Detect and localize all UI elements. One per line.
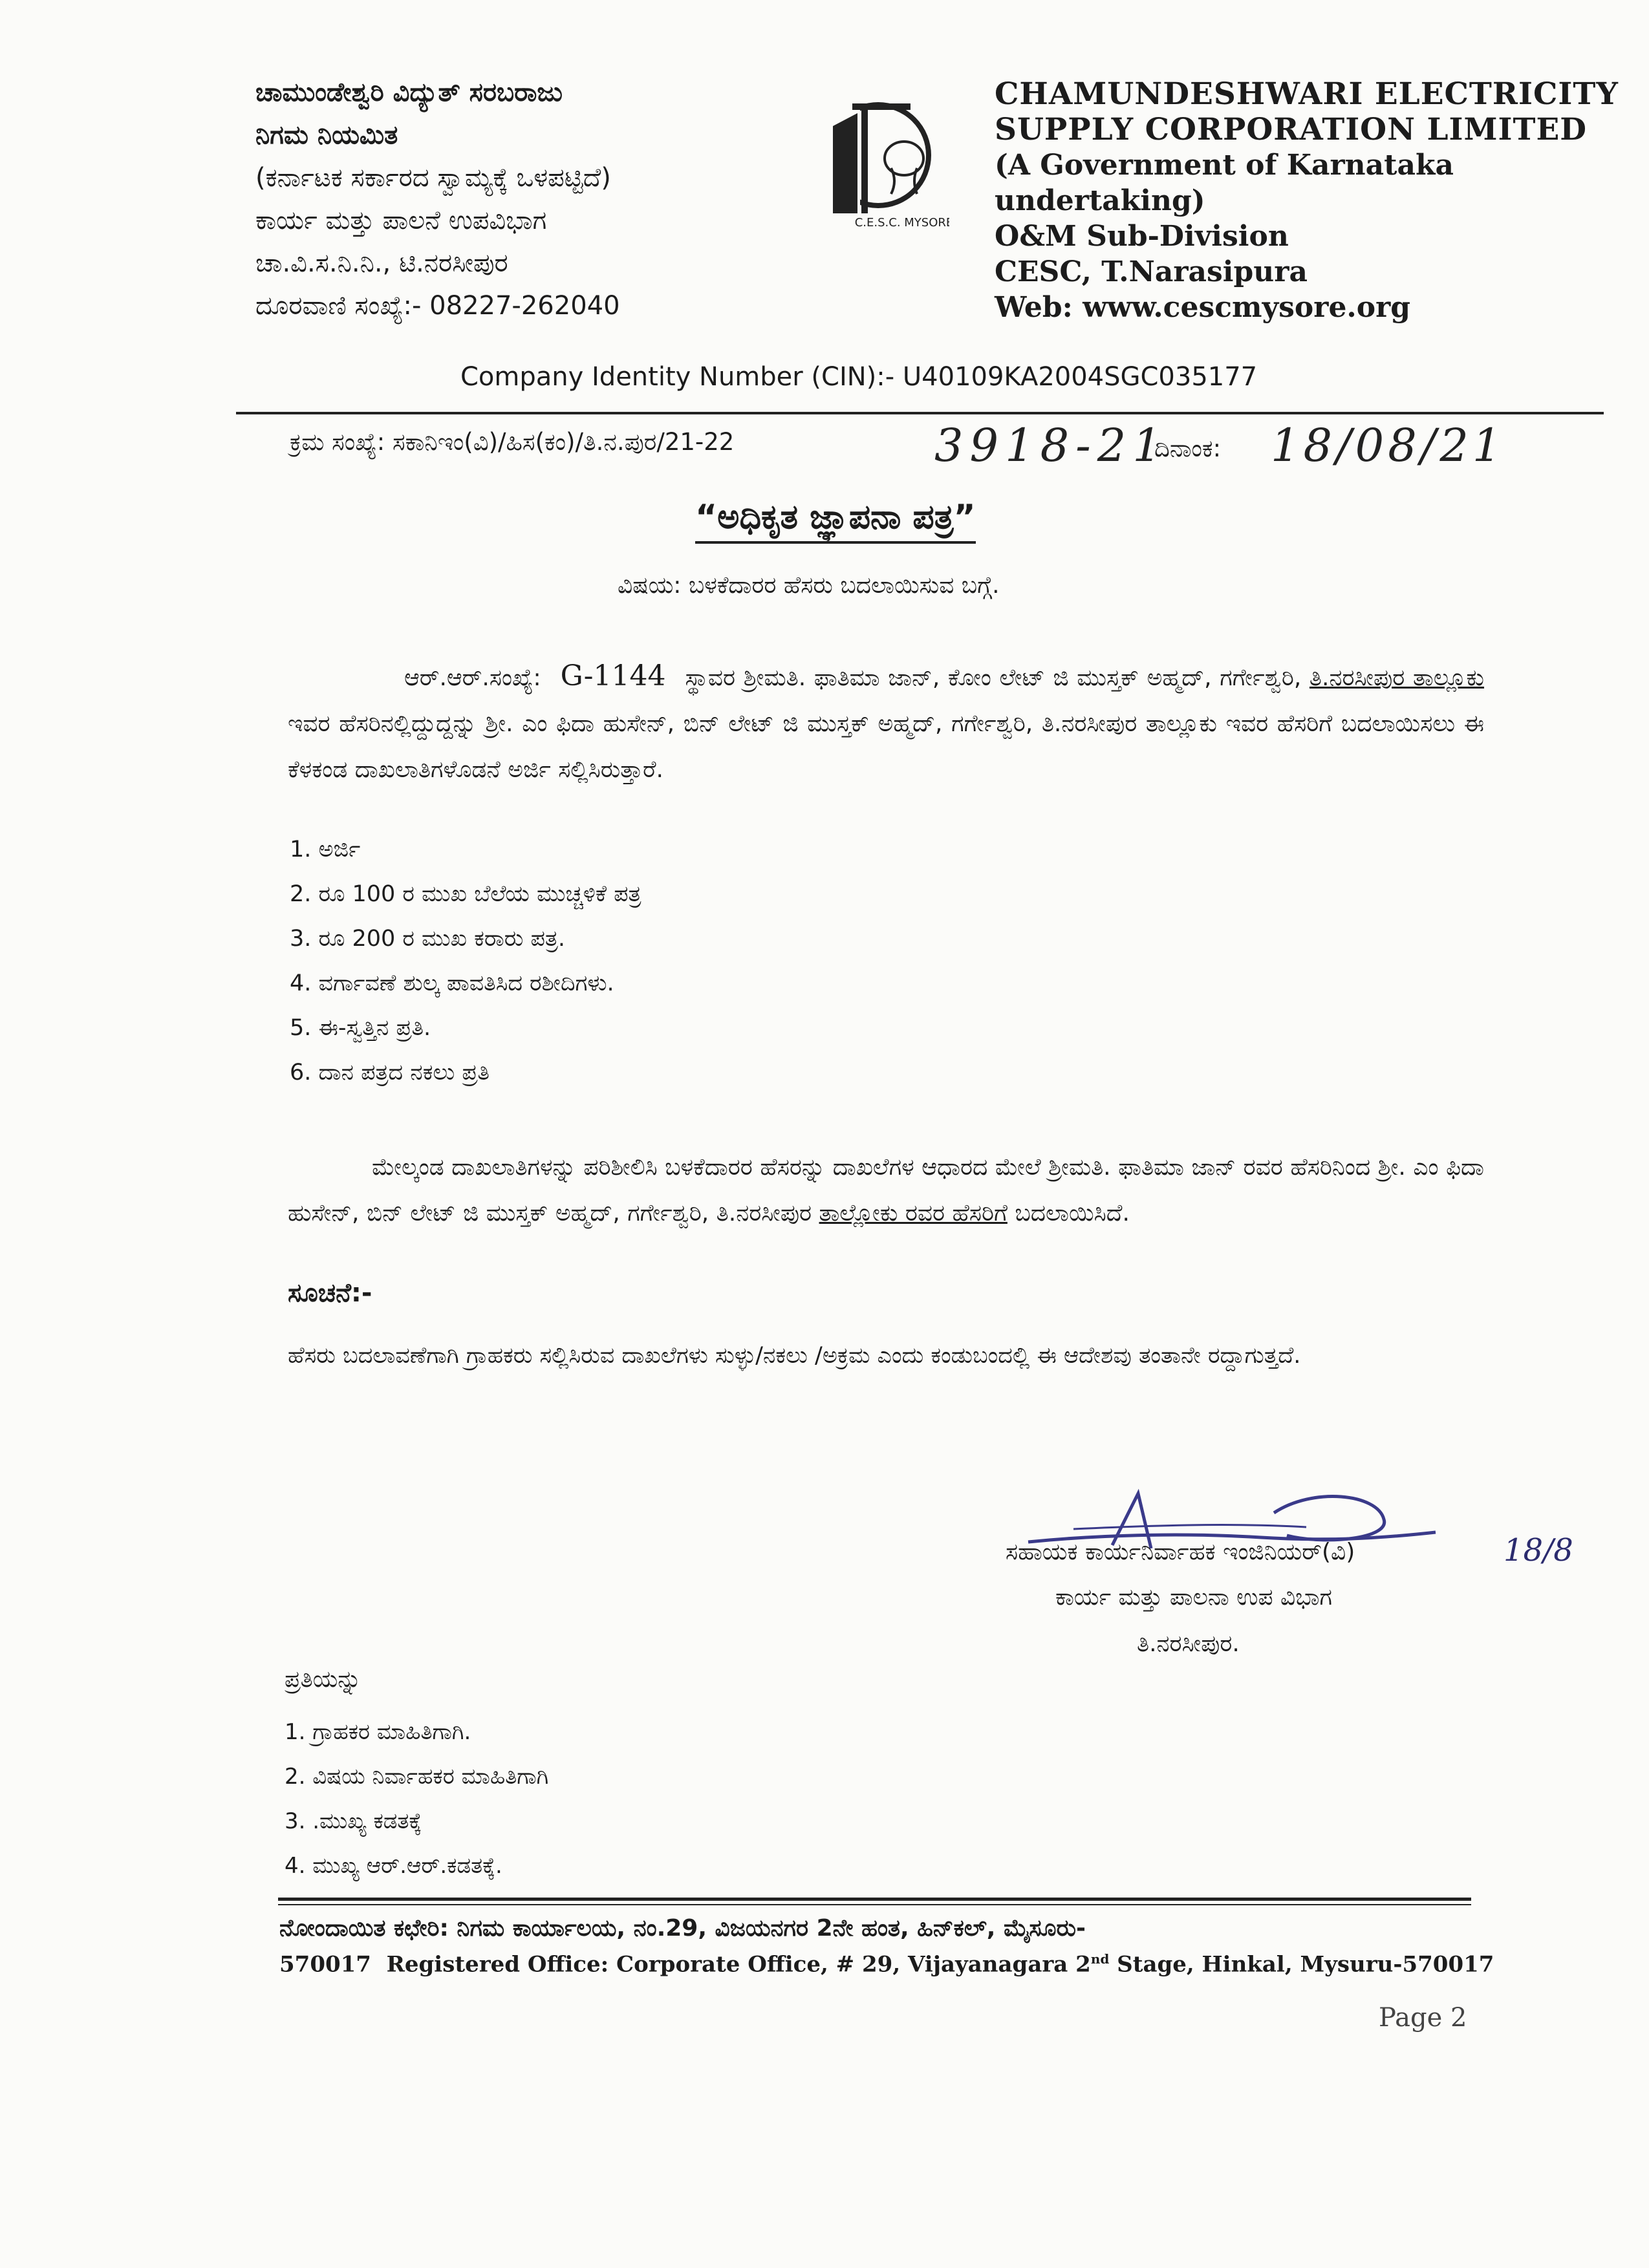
note-text: ಹೆಸರು ಬದಲಾವಣೆಗಾಗಿ ಗ್ರಾಹಕರು ಸಲ್ಲಿಸಿರುವ ದಾಖಲೆಗಳು ಸುಳ್ಳು/ನಕಲು /ಅಕ್ರಮ ಎಂದು ಕಂಡುಬಂದಲ್ಲಿ ಈ ಆದೇಶವು ತಂತಾನೇ ರದ್ದಾಗುತ್ತದೆ. bbox=[288, 1343, 1301, 1369]
para1-text-b: ಇವರ ಹೆಸರಿನಲ್ಲಿದ್ದುದ್ದನ್ನು ಶ್ರೀ. ಎಂ ಫಿದಾ ಹುಸೇನ್, ಬಿನ್ ಲೇಟ್ ಜಿ ಮುಸ್ತಕ್ ಅಹ್ಮದ್, ಗರ್ಗೇಶ್ವರಿ, ತಿ.ನರಸೀಪುರ ತಾಲ್ಲೂಕು ಇವರ ಹೆಸರಿಗೆ ಬದಲಾಯಿಸಲು ಈ ಕೆಳಕಂಡ ದಾಖಲಾತಿಗಳೊಡನೆ ಅರ್ಜಿ ಸಲ್ಲಿಸಿರುತ್ತಾರೆ. bbox=[288, 711, 1484, 783]
date-handwritten: 18/08/21 bbox=[1271, 419, 1505, 472]
footer-divider bbox=[278, 1898, 1471, 1901]
para2-text-b: ಬದಲಾಯಿಸಿದೆ. bbox=[1015, 1200, 1130, 1226]
list-item: 4. ವರ್ಗಾವಣೆ ಶುಲ್ಕ ಪಾವತಿಸಿದ ರಶೀದಿಗಳು. bbox=[290, 970, 614, 996]
header-kn-line: ಚಾಮುಂಡೇಶ್ವರಿ ವಿದ್ಯುತ್ ಸರಬರಾಜು bbox=[255, 78, 563, 107]
reference-number-handwritten: 3918-21 bbox=[934, 419, 1168, 472]
reference-label: ಕ್ರಮ ಸಂಖ್ಯೆ: ಸಕಾನಿಇಂ(ವಿ)/ಹಿಸ(ಕಂ)/ತಿ.ನ.ಪುರ/21-22 bbox=[290, 428, 735, 456]
footer-english-address bbox=[279, 1951, 1494, 1977]
footer-address-sup: nd bbox=[1090, 1951, 1110, 1967]
signatory-designation: ಸಹಾಯಕ ಕಾರ್ಯನಿರ್ವಾಹಕ ಇಂಜಿನಿಯರ್(ವಿ) bbox=[1006, 1539, 1355, 1565]
footer-address-a: Registered Office: Corporate Office, # 29, Vijayanagara 2 bbox=[386, 1951, 1091, 1978]
subject-line: ವಿಷಯ: ಬಳಕೆದಾರರ ಹೆಸರು ಬದಲಾಯಿಸುವ ಬಗ್ಗೆ. bbox=[618, 572, 1000, 599]
rr-number: G-1144 bbox=[560, 659, 666, 692]
company-name-line2: SUPPLY CORPORATION LIMITED bbox=[995, 112, 1588, 147]
body-paragraph-1 bbox=[288, 653, 1484, 793]
signatory-place: ತಿ.ನರಸೀಪುರ. bbox=[1137, 1631, 1240, 1657]
copy-item: 1. ಗ್ರಾಹಕರ ಮಾಹಿತಿಗಾಗಿ. bbox=[285, 1719, 471, 1745]
list-item: 1. ಅರ್ಜಿ bbox=[290, 837, 361, 862]
para1-underlined: ತಿ.ನರಸೀಪುರ ತಾಲ್ಲೂಕು bbox=[1309, 665, 1484, 691]
website-line: Web: www.cescmysore.org bbox=[995, 291, 1411, 324]
page-number: Page 2 bbox=[1379, 2003, 1467, 2033]
list-item: 2. ರೂ 100 ರ ಮುಖ ಬೆಲೆಯ ಮುಚ್ಚಳಿಕೆ ಪತ್ರ bbox=[290, 881, 641, 907]
header-kn-line: (ಕರ್ನಾಟಕ ಸರ್ಕಾರದ ಸ್ವಾಮ್ಯಕ್ಕೆ ಒಳಪಟ್ಟಿದೆ) bbox=[255, 163, 611, 193]
copy-item: 2. ವಿಷಯ ನಿರ್ವಾಹಕರ ಮಾಹಿತಿಗಾಗಿ bbox=[285, 1764, 549, 1790]
footer-address-b: Stage, Hinkal, Mysuru-570017 bbox=[1109, 1951, 1494, 1978]
list-item: 6. ದಾನ ಪತ್ರದ ನಕಲು ಪ್ರತಿ bbox=[290, 1060, 490, 1086]
copy-item: 4. ಮುಖ್ಯ ಆರ್.ಆರ್.ಕಡತಕ್ಕೆ. bbox=[285, 1853, 502, 1879]
header-kannada bbox=[255, 71, 773, 327]
list-item: 5. ಈ-ಸ್ವತ್ತಿನ ಪ್ರತಿ. bbox=[290, 1015, 431, 1041]
header-divider bbox=[236, 412, 1604, 414]
cin-number: Company Identity Number (CIN):- U40109KA2004SGC035177 bbox=[460, 362, 1258, 392]
logo-text: C.E.S.C. MYSORE bbox=[854, 216, 949, 230]
signatory-handwritten-date: 18/8 bbox=[1503, 1532, 1573, 1568]
para2-underlined: ತಾಲ್ಲೋಕು ರವರ ಹೆಸರಿಗೆ bbox=[819, 1200, 1008, 1226]
footer-divider-thin bbox=[278, 1904, 1471, 1905]
header-en-line: (A Government of Karnataka bbox=[995, 149, 1454, 182]
copies-list bbox=[285, 1710, 548, 1888]
cesc-logo bbox=[807, 65, 949, 233]
cesc-logo-icon bbox=[807, 65, 949, 233]
note-heading: ಸೂಚನೆ:- bbox=[288, 1278, 372, 1308]
documents-list bbox=[290, 828, 641, 1095]
footer-pin: 570017 bbox=[279, 1951, 371, 1978]
document-title: “ಅಧಿಕೃತ ಜ್ಞಾಪನಾ ಪತ್ರ” bbox=[695, 498, 976, 544]
header-en-line: CESC, T.Narasipura bbox=[995, 255, 1308, 288]
header-kn-line: ಕಾರ್ಯ ಮತ್ತು ಪಾಲನೆ ಉಪವಿಭಾಗ bbox=[255, 206, 547, 235]
footer-kannada-address: ನೋಂದಾಯಿತ ಕಛೇರಿ: ನಿಗಮ ಕಾರ್ಯಾಲಯ, ನಂ.29, ವಿಜಯನಗರ 2ನೇ ಹಂತ, ಹಿನ್‌ಕಲ್, ಮೈಸೂರು- bbox=[279, 1915, 1086, 1942]
date-label: ದಿನಾಂಕ: bbox=[1154, 434, 1222, 462]
header-kn-line: ದೂರವಾಣಿ ಸಂಖ್ಯೆ:- 08227-262040 bbox=[255, 291, 620, 321]
header-kn-line: ಚಾ.ವಿ.ಸ.ನಿ.ನಿ., ಟಿ.ನರಸೀಪುರ bbox=[255, 248, 508, 278]
company-name-line1: CHAMUNDESHWARI ELECTRICITY bbox=[995, 76, 1619, 112]
copies-heading: ಪ್ರತಿಯನ್ನು bbox=[285, 1666, 361, 1693]
para2-text-a: ಮೇಲ್ಕಂಡ ದಾಖಲಾತಿಗಳನ್ನು ಪರಿಶೀಲಿಸಿ ಬಳಕೆದಾರರ ಹೆಸರನ್ನು ದಾಖಲೆಗಳ ಆಧಾರದ ಮೇಲೆ ಶ್ರೀಮತಿ. ಫಾತಿಮಾ ಜಾನ್ ರವರ ಹೆಸರಿನಿಂದ ಶ್ರೀ. ಎಂ ಫಿದಾ ಹುಸೇನ್, ಬಿನ್ ಲೇಟ್ ಜಿ ಮುಸ್ತಕ್ ಅಹ್ಮದ್, ಗರ್ಗೇಶ್ವರಿ, ತಿ.ನರಸೀಪುರ bbox=[288, 1154, 1484, 1226]
signatory-office: ಕಾರ್ಯ ಮತ್ತು ಪಾಲನಾ ಉಪ ವಿಭಾಗ bbox=[1055, 1584, 1332, 1610]
header-english bbox=[995, 76, 1641, 325]
list-item: 3. ರೂ 200 ರ ಮುಖ ಕರಾರು ಪತ್ರ. bbox=[290, 926, 566, 952]
rr-label: ಆರ್.ಆರ್.ಸಂಖ್ಯೆ: bbox=[404, 665, 541, 691]
header-en-line: undertaking) bbox=[995, 184, 1205, 217]
copy-item: 3. .ಮುಖ್ಯ ಕಡತಕ್ಕೆ bbox=[285, 1808, 422, 1834]
para1-text-a: ಸ್ಥಾವರ ಶ್ರೀಮತಿ. ಫಾತಿಮಾ ಜಾನ್, ಕೋಂ ಲೇಟ್ ಜಿ ಮುಸ್ತಕ್ ಅಹ್ಮದ್, ಗರ್ಗೇಶ್ವರಿ, bbox=[685, 665, 1302, 691]
header-kn-line: ನಿಗಮ ನಿಯಮಿತ bbox=[255, 120, 398, 150]
body-paragraph-2 bbox=[288, 1144, 1484, 1236]
header-en-line: O&M Sub-Division bbox=[995, 220, 1289, 253]
